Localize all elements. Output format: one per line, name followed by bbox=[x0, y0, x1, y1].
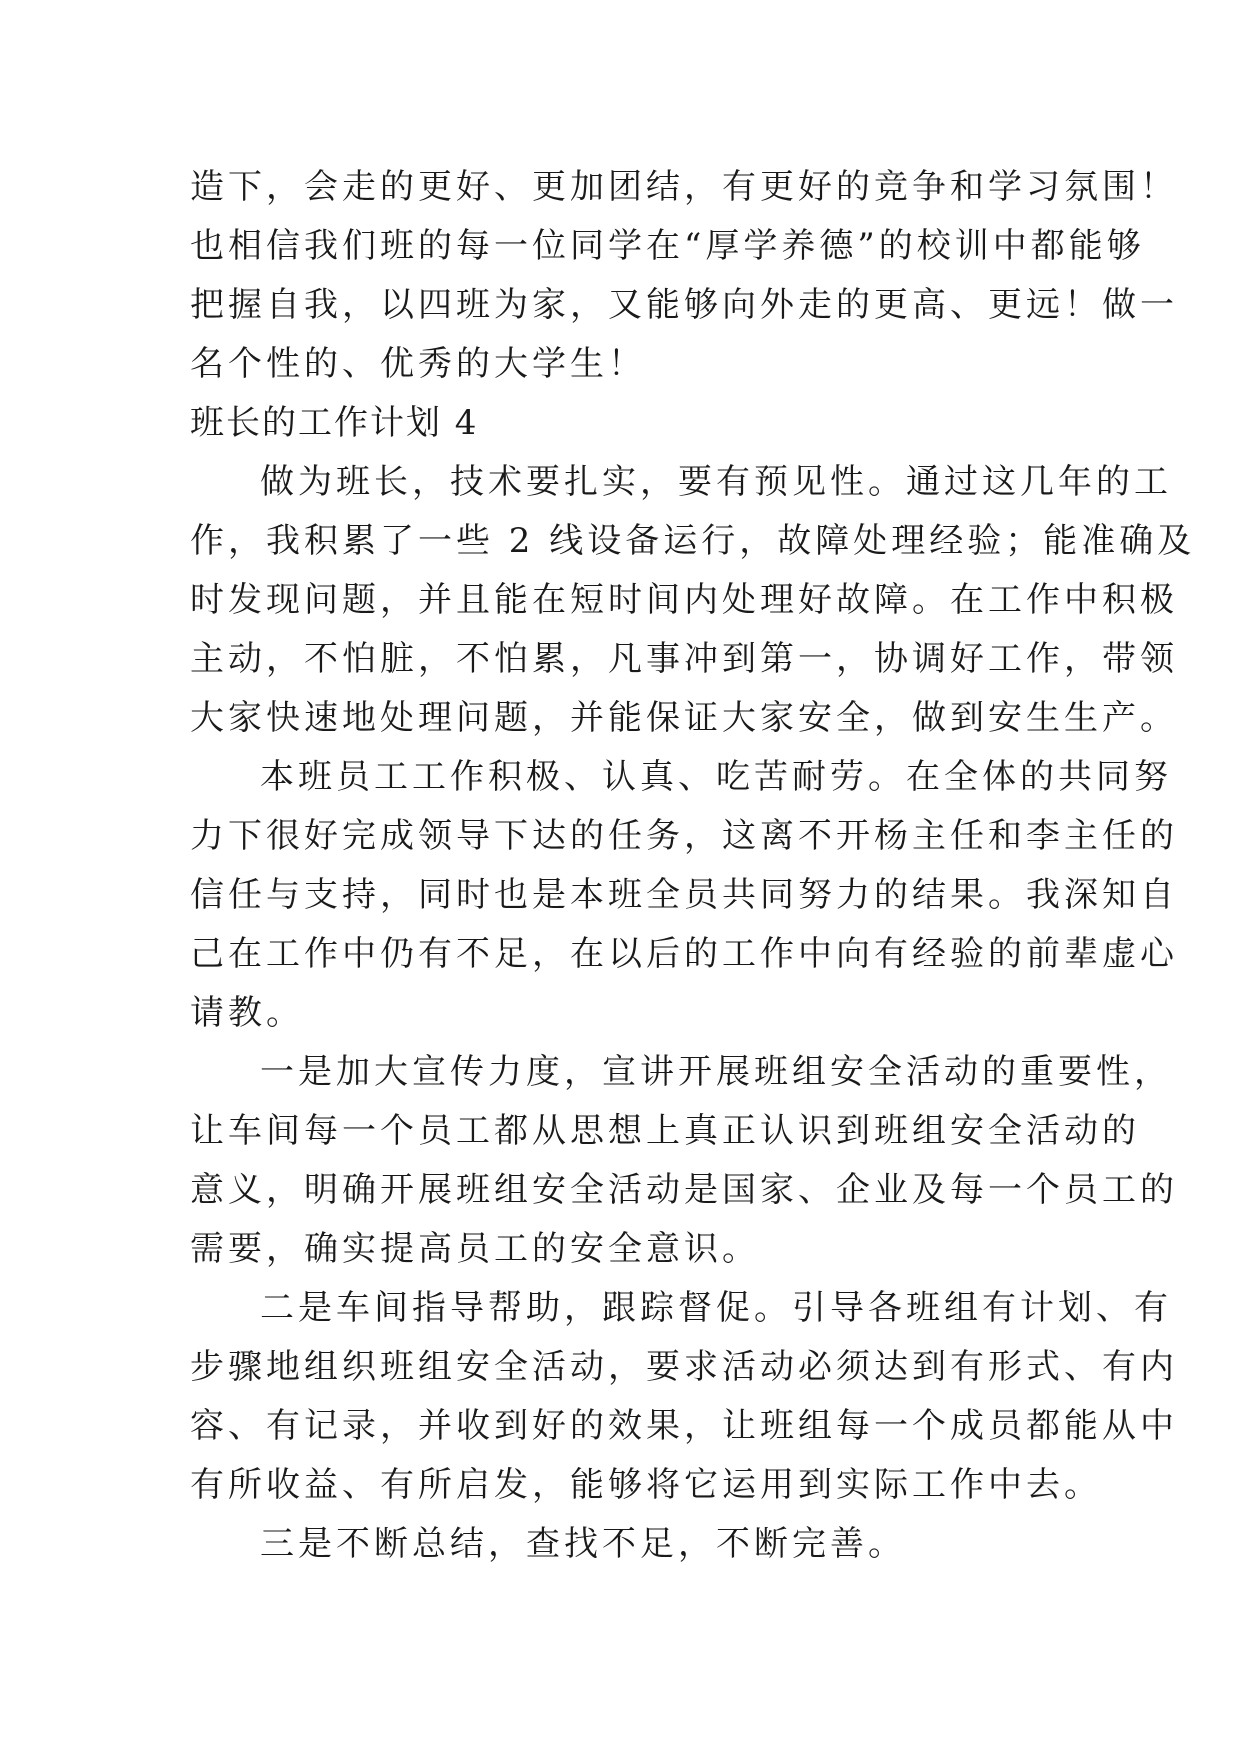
text-line: 意义，明确开展班组安全活动是国家、企业及每一个员工的 bbox=[190, 1170, 1178, 1210]
text-line: 有所收益、有所启发，能够将它运用到实际工作中去。 bbox=[190, 1465, 1102, 1505]
paragraph-first-line: 做为班长，技术要扎实，要有预见性。通过这几年的工 bbox=[260, 462, 1172, 502]
text-line: 也相信我们班的每一位同学在“厚学养德”的校训中都能够 bbox=[190, 226, 1145, 266]
paragraph-first-line: 二是车间指导帮助，跟踪督促。引导各班组有计划、有 bbox=[260, 1288, 1172, 1328]
paragraph-first-line: 本班员工工作积极、认真、吃苦耐劳。在全体的共同努 bbox=[260, 757, 1172, 797]
section-heading: 班长的工作计划 4 bbox=[190, 403, 479, 443]
text-line: 作，我积累了一些 2 线设备运行，故障处理经验；能准确及 bbox=[190, 521, 1196, 561]
text-line: 大家快速地处理问题，并能保证大家安全，做到安生生产。 bbox=[190, 698, 1178, 738]
document-body bbox=[190, 158, 1196, 1574]
paragraph-first-line: 三是不断总结，查找不足，不断完善。 bbox=[260, 1524, 906, 1564]
text-line: 步骤地组织班组安全活动，要求活动必须达到有形式、有内 bbox=[190, 1347, 1178, 1387]
text-line: 需要，确实提高员工的安全意识。 bbox=[190, 1229, 760, 1269]
text-line: 让车间每一个员工都从思想上真正认识到班组安全活动的 bbox=[190, 1111, 1140, 1151]
text-line: 力下很好完成领导下达的任务，这离不开杨主任和李主任的 bbox=[190, 816, 1178, 856]
paragraph-first-line: 一是加大宣传力度，宣讲开展班组安全活动的重要性， bbox=[260, 1052, 1172, 1092]
text-line: 请教。 bbox=[190, 993, 304, 1033]
text-line: 名个性的、优秀的大学生！ bbox=[190, 344, 646, 384]
text-line: 时发现问题，并且能在短时间内处理好故障。在工作中积极 bbox=[190, 580, 1178, 620]
text-line: 信任与支持，同时也是本班全员共同努力的结果。我深知自 bbox=[190, 875, 1178, 915]
text-line: 己在工作中仍有不足，在以后的工作中向有经验的前辈虚心 bbox=[190, 934, 1178, 974]
text-line: 造下，会走的更好、更加团结，有更好的竞争和学习氛围！ bbox=[190, 167, 1178, 207]
text-line: 主动，不怕脏，不怕累，凡事冲到第一，协调好工作，带领 bbox=[190, 639, 1178, 679]
text-line: 把握自我，以四班为家，又能够向外走的更高、更远！做一 bbox=[190, 285, 1178, 325]
text-line: 容、有记录，并收到好的效果，让班组每一个成员都能从中 bbox=[190, 1406, 1178, 1446]
